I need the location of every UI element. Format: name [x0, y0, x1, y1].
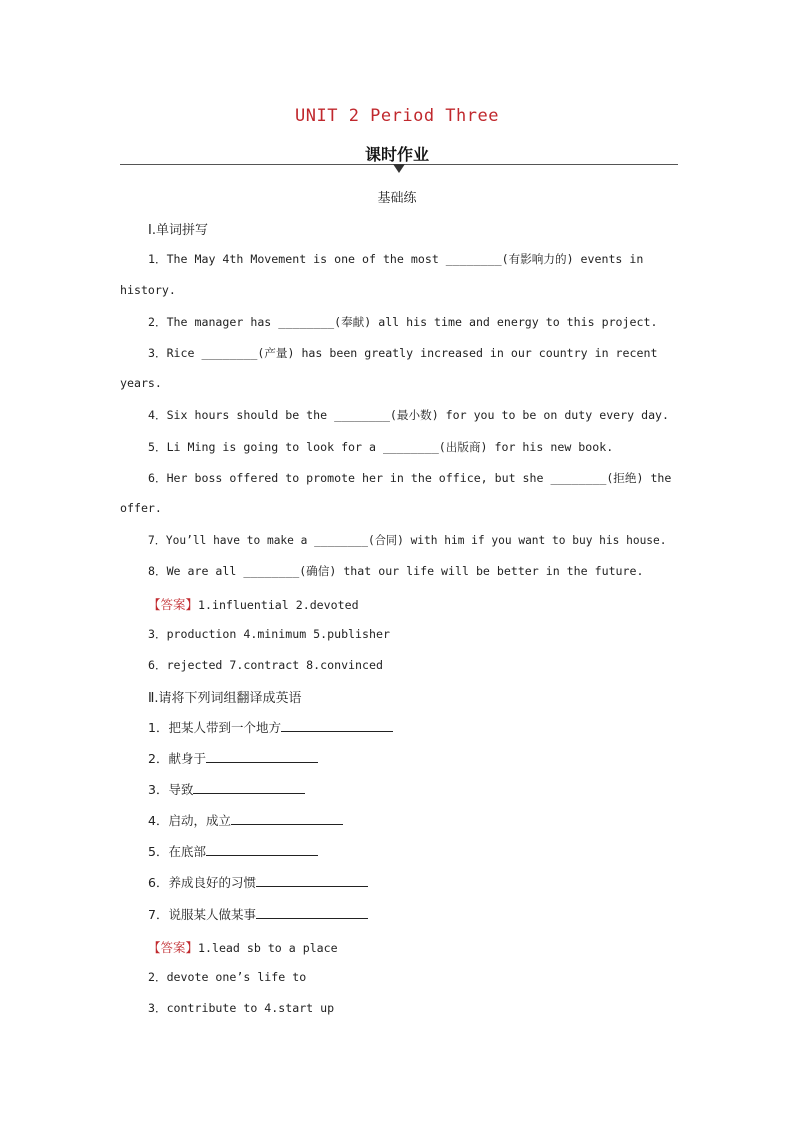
phrase-item-text: 4．启动，成立	[148, 813, 231, 828]
phrase-item-text: 5．在底部	[148, 844, 206, 859]
part2-heading: Ⅱ.请将下列词组翻译成英语	[148, 691, 302, 706]
phrase-item-text: 7．说服某人做某事	[148, 907, 256, 922]
phrase-item-6	[120, 873, 678, 891]
question-8: 8．We are all ________(确信) that our life will be better in the future.	[148, 564, 644, 578]
section-heading: 基础练	[377, 191, 417, 206]
answer-tag: 【答案】	[148, 940, 199, 955]
phrase-item-4	[120, 811, 678, 829]
answer-blank	[193, 781, 305, 794]
answer-blank	[256, 874, 368, 887]
question-7: 7．You’ll have to make a ________(合同) with him if you want to buy his house.	[148, 534, 667, 547]
answer-blank	[231, 812, 343, 825]
phrase-item-7	[120, 905, 678, 923]
phrase-item-text: 1．把某人带到一个地方	[148, 720, 281, 735]
phrase-item-1	[120, 718, 678, 736]
answer-blank	[281, 719, 393, 732]
answer-text: 1.influential 2.devoted	[198, 598, 359, 612]
page-subtitle: 课时作业	[364, 145, 429, 164]
phrase-item-5	[120, 842, 678, 860]
page-title: UNIT 2 Period Three	[295, 106, 499, 126]
question-3: 3．Rice ________(产量) has been greatly increased in our country in recent	[148, 346, 658, 360]
part1-heading: Ⅰ.单词拼写	[148, 223, 208, 238]
phrase-item-text: 2．献身于	[148, 751, 206, 766]
question-5: 5．Li Ming is going to look for a ________(出版商) for his new book.	[148, 440, 614, 454]
phrase-item-2	[120, 749, 678, 767]
question-1	[120, 251, 678, 267]
question-6-cont: offer.	[120, 501, 162, 515]
part1-answers-row-1	[120, 595, 678, 613]
phrase-item-text: 6．养成良好的习惯	[148, 875, 256, 890]
part1-answers-row-3: 6．rejected 7.contract 8.convinced	[148, 658, 383, 672]
answer-blank	[206, 843, 318, 856]
down-triangle-icon	[393, 164, 405, 173]
question-4: 4．Six hours should be the ________(最小数) for you to be on duty every day.	[148, 408, 670, 422]
question-1-text: 1．The May 4th Movement is one of the most ________(有影响力的) events in	[148, 252, 644, 266]
answer-text: 1.lead sb to a place	[198, 941, 338, 955]
answer-tag: 【答案】	[148, 597, 199, 612]
part2-answers-row-1	[120, 938, 678, 956]
answer-blank	[206, 750, 318, 763]
question-3-cont: years.	[120, 376, 162, 390]
part1-answers-row-2: 3．production 4.minimum 5.publisher	[148, 627, 390, 641]
phrase-item-3	[120, 780, 678, 798]
part2-answers-row-3: 3．contribute to 4.start up	[148, 1001, 335, 1015]
question-2: 2．The manager has ________(奉献) all his time and energy to this project.	[148, 315, 658, 329]
question-1-cont: history.	[120, 283, 176, 297]
answer-blank	[256, 906, 368, 919]
part2-answers-row-2: 2．devote one’s life to	[148, 970, 307, 984]
phrase-item-text: 3．导致	[148, 782, 194, 797]
question-6: 6．Her boss offered to promote her in the office, but she ________(拒绝) the	[148, 471, 672, 485]
